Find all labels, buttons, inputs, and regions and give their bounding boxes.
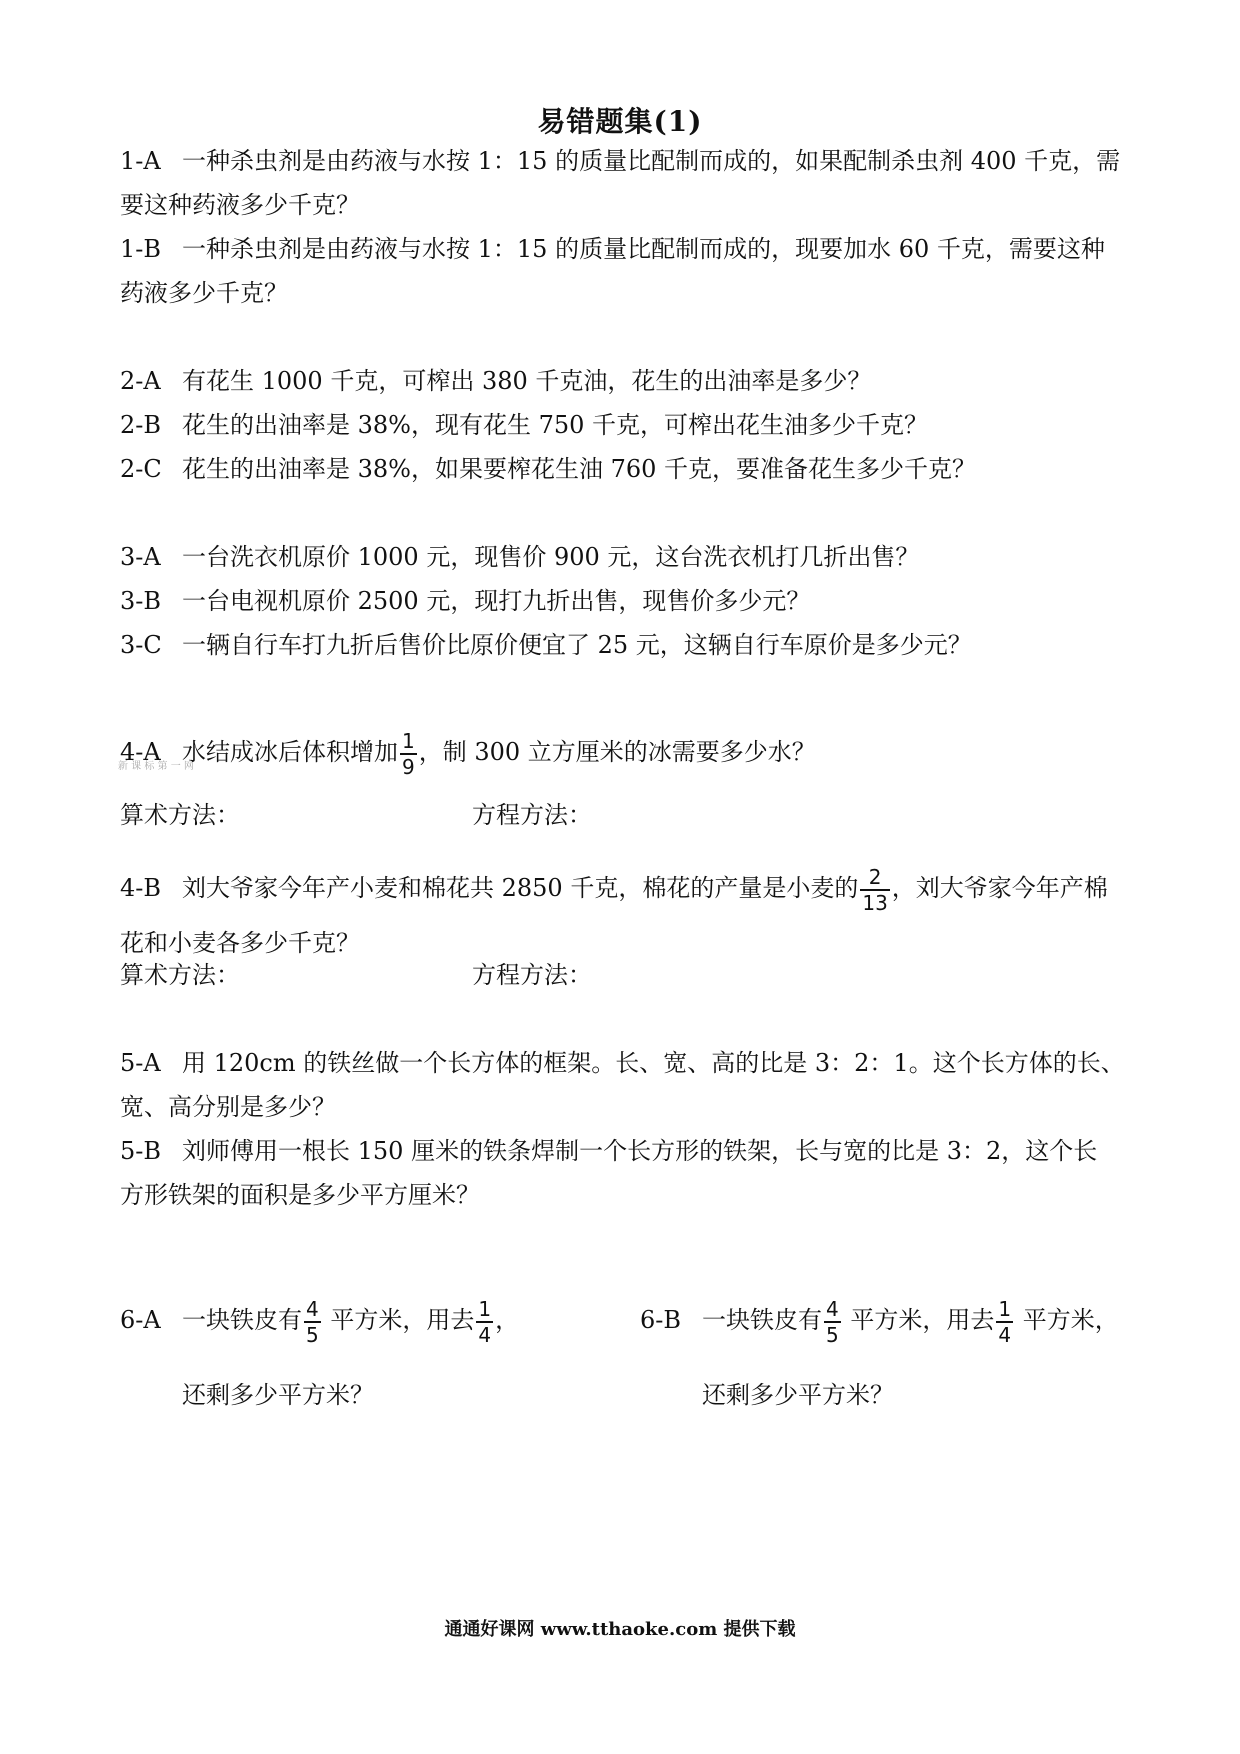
question-5b-line-2: 方形铁架的面积是多少平方厘米？ bbox=[120, 1181, 480, 1209]
question-text: 平方米，用去 bbox=[842, 1306, 995, 1334]
question-label: 3-A bbox=[120, 543, 161, 571]
fraction-denominator: 13 bbox=[862, 890, 888, 915]
question-3c bbox=[120, 630, 1130, 660]
question-text: 花生的出油率是 38%，如果要榨花生油 760 千克，要准备花生多少千克？ bbox=[182, 455, 977, 483]
fraction-numerator: 2 bbox=[868, 864, 882, 889]
question-6b-line-2: 还剩多少平方米？ bbox=[702, 1381, 894, 1409]
equation-method-label: 方程方法： bbox=[472, 961, 592, 989]
fraction-denominator: 4 bbox=[998, 1322, 1012, 1347]
fraction-denominator: 5 bbox=[306, 1322, 319, 1347]
fraction-denominator: 4 bbox=[478, 1322, 492, 1347]
question-4b-line-2: 花和小麦各多少千克？ bbox=[120, 929, 360, 957]
question-label: 5-B bbox=[120, 1137, 162, 1165]
question-text: 刘师傅用一根长 150 厘米的铁条焊制一个长方形的铁架，长与宽的比是 3：2，这个长 bbox=[182, 1137, 1098, 1165]
question-label: 2-B bbox=[120, 411, 162, 439]
faint-watermark-text: 新 课 标 第 一 网 bbox=[118, 761, 194, 772]
question-text: 一块铁皮有 bbox=[702, 1306, 822, 1334]
question-2a bbox=[120, 366, 1130, 396]
question-4b-line-1 bbox=[120, 858, 1130, 918]
question-label: 2-A bbox=[120, 367, 161, 395]
question-label: 6-B bbox=[640, 1306, 682, 1334]
fraction bbox=[824, 1296, 841, 1347]
question-text: 一台洗衣机原价 1000 元，现售价 900 元，这台洗衣机打几折出售？ bbox=[182, 543, 920, 571]
footer-download-note: 通通好课网 www.tthaoke.com 提供下载 bbox=[444, 1619, 796, 1640]
question-text: 花生的出油率是 38%，现有花生 750 千克，可榨出花生油多少千克？ bbox=[182, 411, 929, 439]
question-text: 有花生 1000 千克，可榨出 380 千克油，花生的出油率是多少？ bbox=[182, 367, 872, 395]
fraction bbox=[996, 1296, 1013, 1347]
question-text: 一种杀虫剂是由药液与水按 1：15 的质量比配制而成的，如果配制杀虫剂 400 千克，需 bbox=[182, 147, 1121, 175]
question-text: 刘大爷家今年产小麦和棉花共 2850 千克，棉花的产量是小麦的 bbox=[182, 874, 859, 902]
question-6a-line-2: 还剩多少平方米？ bbox=[182, 1381, 374, 1409]
fraction bbox=[860, 864, 889, 915]
question-1a-line-1 bbox=[120, 146, 1130, 176]
question-2c bbox=[120, 454, 1130, 484]
question-3a bbox=[120, 542, 1130, 572]
fraction-numerator: 4 bbox=[826, 1296, 839, 1321]
methods-row-4a bbox=[120, 800, 1130, 830]
fraction-numerator: 4 bbox=[306, 1296, 319, 1321]
fraction-denominator: 9 bbox=[402, 754, 415, 779]
question-label: 2-C bbox=[120, 455, 162, 483]
question-text: 平方米，用去 bbox=[322, 1306, 475, 1334]
methods-row-4b bbox=[120, 960, 1130, 990]
fraction bbox=[476, 1296, 493, 1347]
fraction bbox=[400, 728, 417, 779]
question-text: ，制 300 立方厘米的冰需要多少水？ bbox=[418, 738, 816, 766]
question-label: 3-C bbox=[120, 631, 162, 659]
question-5a-line-2: 宽、高分别是多少？ bbox=[120, 1093, 336, 1121]
question-text: 一辆自行车打九折后售价比原价便宜了 25 元，这辆自行车原价是多少元？ bbox=[182, 631, 972, 659]
question-text: ， bbox=[495, 1306, 520, 1334]
question-text: 一块铁皮有 bbox=[182, 1306, 302, 1334]
fraction-numerator: 1 bbox=[478, 1296, 492, 1321]
question-text: ，刘大爷家今年产棉 bbox=[891, 874, 1108, 902]
question-label: 1-B bbox=[120, 235, 162, 263]
question-text: 平方米， bbox=[1015, 1306, 1119, 1334]
question-6a-line-1 bbox=[120, 1290, 640, 1350]
question-1b-line-2: 药液多少千克？ bbox=[120, 279, 288, 307]
page-title: 易错题集(1) bbox=[537, 105, 703, 138]
question-label: 4-A bbox=[120, 738, 161, 766]
arithmetic-method-label: 算术方法： bbox=[120, 961, 240, 989]
equation-method-label: 方程方法： bbox=[472, 801, 592, 829]
question-text: 一种杀虫剂是由药液与水按 1：15 的质量比配制而成的，现要加水 60 千克，需要这种 bbox=[182, 235, 1105, 263]
question-6b-line-1 bbox=[640, 1290, 1130, 1350]
fraction-numerator: 1 bbox=[998, 1296, 1012, 1321]
arithmetic-method-label: 算术方法： bbox=[120, 801, 240, 829]
fraction-denominator: 5 bbox=[826, 1322, 839, 1347]
question-1b-line-1 bbox=[120, 234, 1130, 264]
question-text: 一台电视机原价 2500 元，现打九折出售，现售价多少元？ bbox=[182, 587, 811, 615]
question-label: 6-A bbox=[120, 1306, 161, 1334]
question-label: 4-B bbox=[120, 874, 162, 902]
question-2b bbox=[120, 410, 1130, 440]
question-3b bbox=[120, 586, 1130, 616]
question-5a-line-1 bbox=[120, 1048, 1130, 1078]
fraction bbox=[304, 1296, 321, 1347]
fraction-numerator: 1 bbox=[402, 728, 415, 753]
question-label: 1-A bbox=[120, 147, 161, 175]
question-label: 5-A bbox=[120, 1049, 161, 1077]
question-text: 水结成冰后体积增加 bbox=[182, 738, 398, 766]
question-text: 用 120cm 的铁丝做一个长方体的框架。长、宽、高的比是 3：2：1。这个长方体的长、 bbox=[182, 1049, 1125, 1077]
question-5b-line-1 bbox=[120, 1136, 1130, 1166]
question-4a bbox=[120, 722, 1130, 782]
question-1a-line-2: 要这种药液多少千克？ bbox=[120, 191, 360, 219]
question-label: 3-B bbox=[120, 587, 162, 615]
